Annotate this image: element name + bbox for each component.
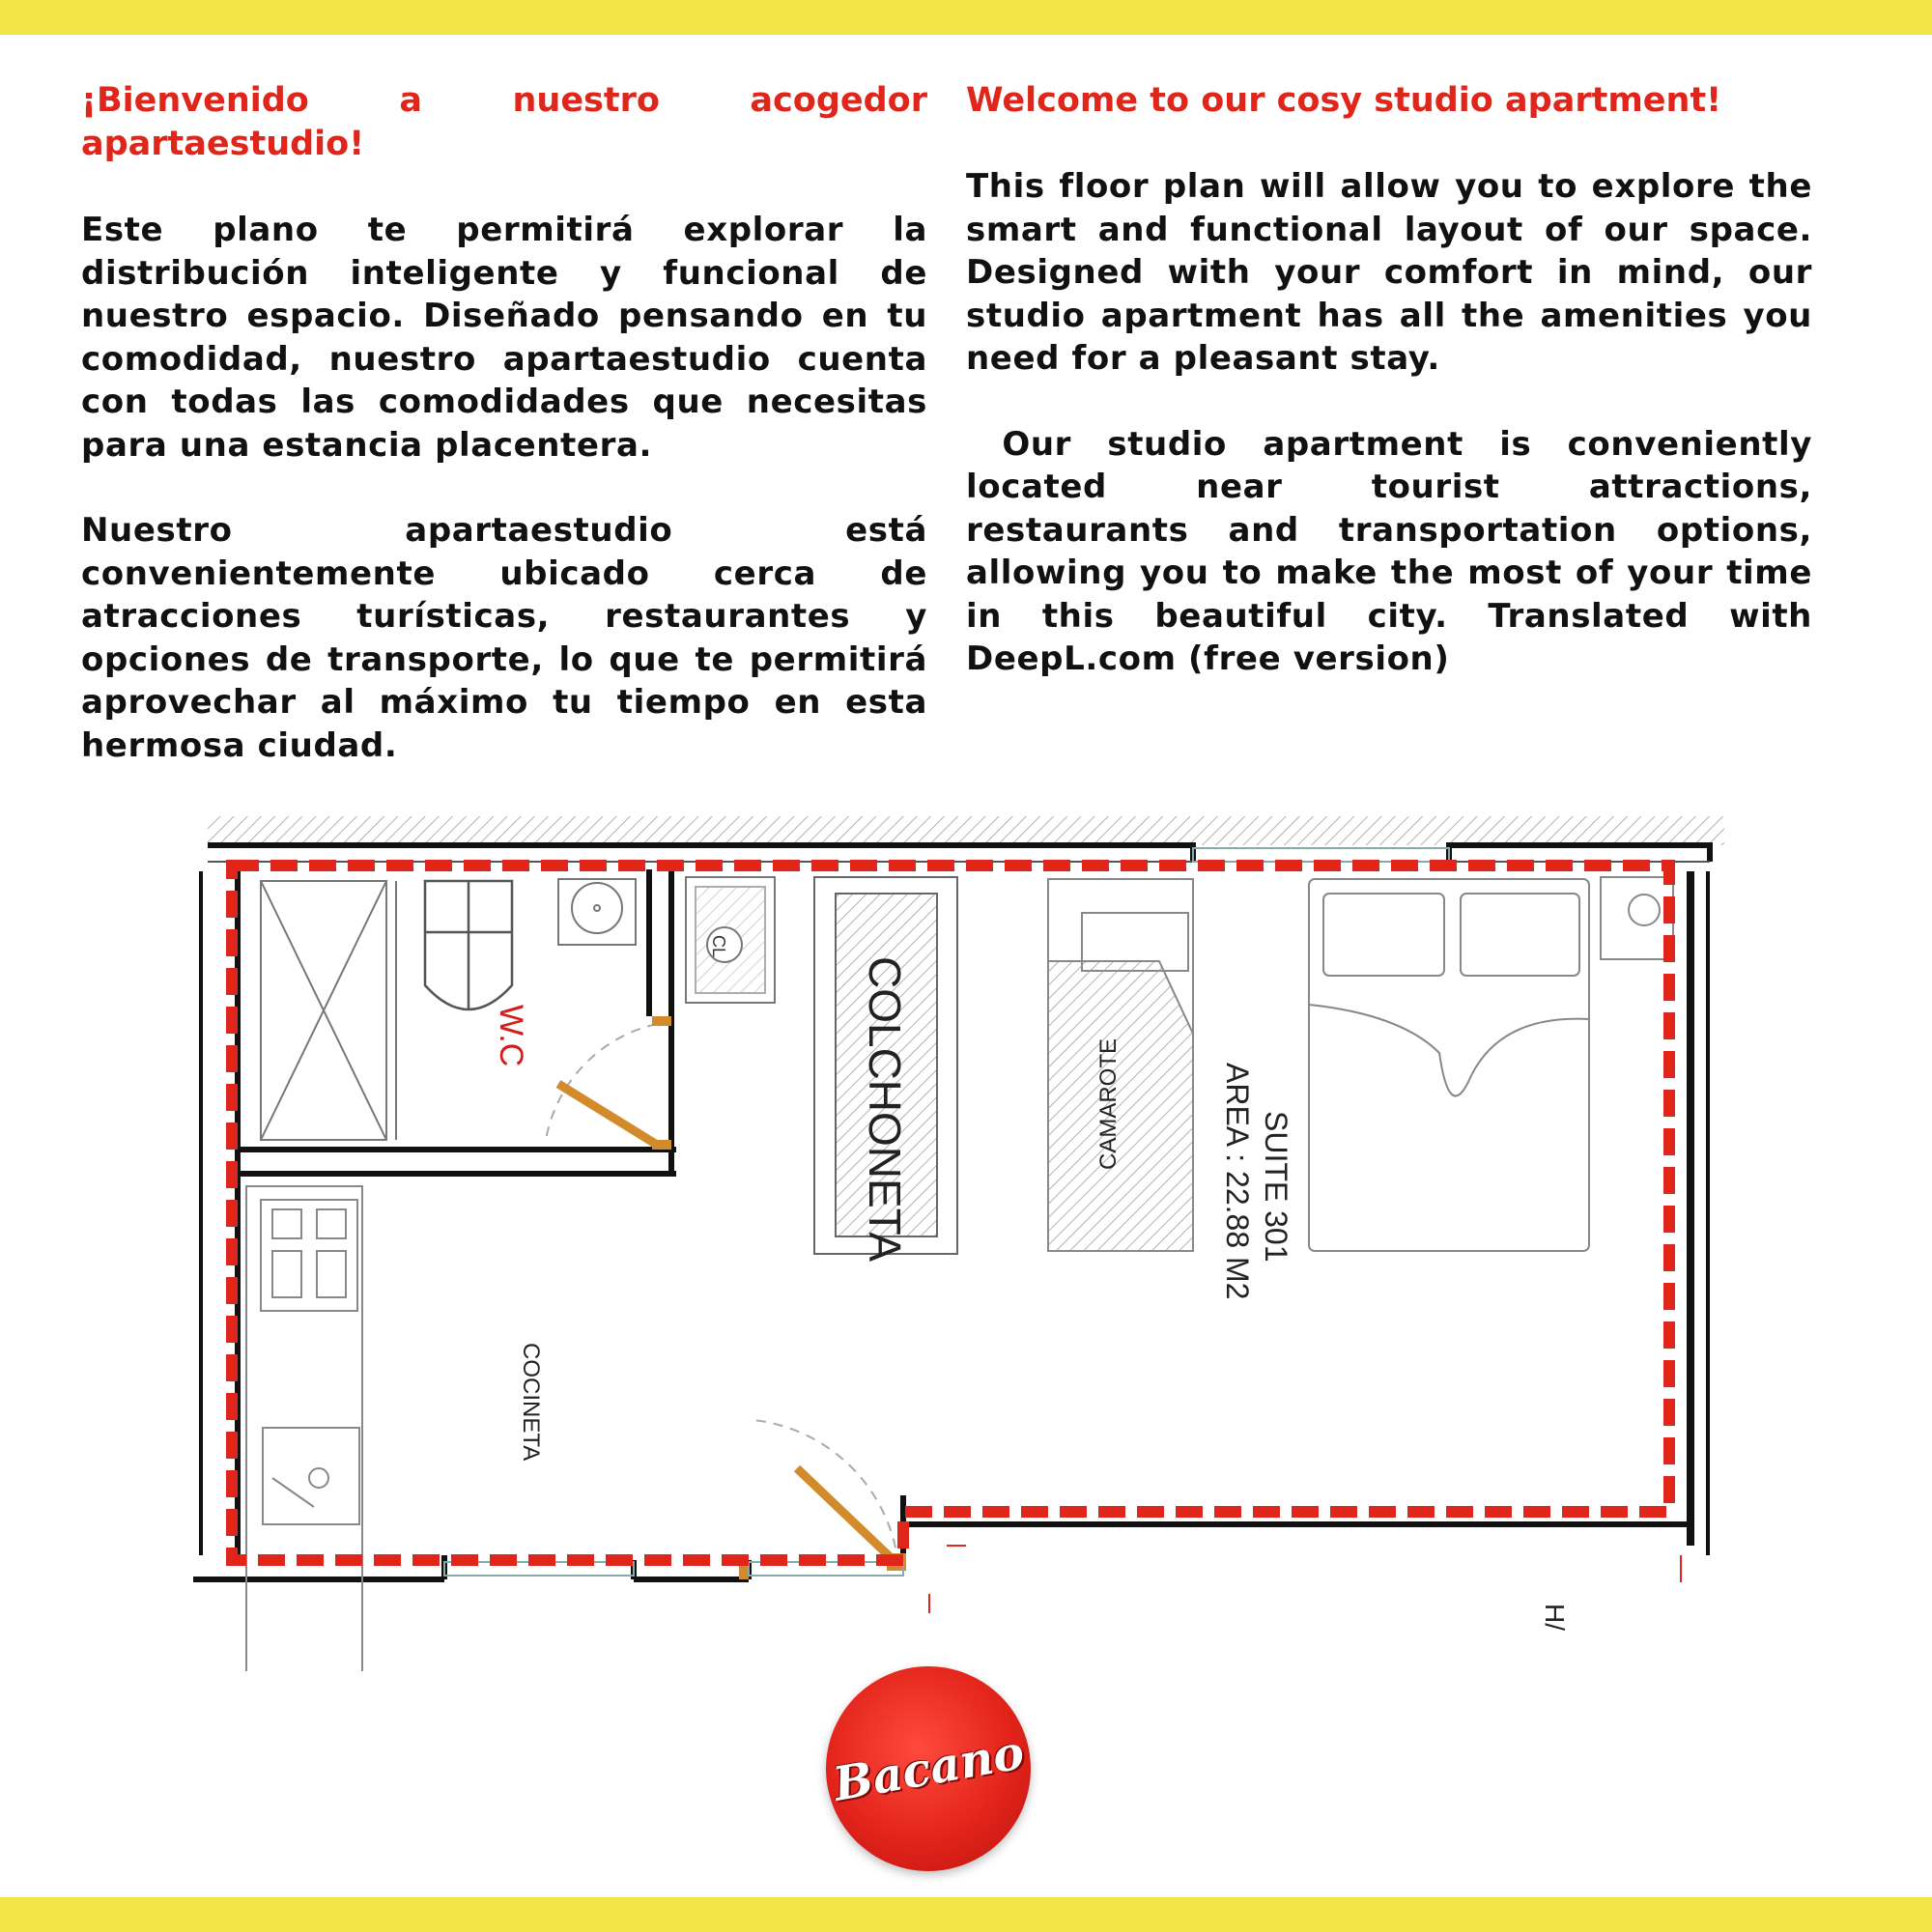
english-paragraph-1: This floor plan will allow you to explore the smart and functional layout of our space. Designed with your comfort in mind, our studio apartment has all the amenities you need for a pleasant stay. — [966, 167, 1812, 378]
windows — [444, 848, 1449, 1576]
top-yellow-band — [0, 0, 1932, 35]
suite-label: SUITE 301 — [1259, 1111, 1293, 1263]
wc-door — [546, 1016, 671, 1150]
colchoneta-label: COLCHONETA — [860, 956, 910, 1263]
bathroom-sink — [558, 879, 636, 945]
area-label: AREA : 22.88 M2 — [1220, 1063, 1255, 1300]
unit-boundary — [232, 866, 1669, 1560]
double-bed — [1309, 879, 1589, 1251]
spanish-title: ¡Bienvenido a nuestro acogedor apartaestudio! — [81, 81, 927, 163]
exterior-wall-hatch — [208, 816, 1724, 845]
floor-plan — [193, 802, 1739, 1671]
toilet — [425, 881, 512, 1009]
logo-text: Bacano — [829, 1725, 1028, 1812]
walls — [193, 845, 1710, 1579]
shower — [261, 881, 396, 1140]
wc-label: W.C — [493, 1005, 529, 1067]
nightstand — [1601, 877, 1673, 959]
spanish-paragraph-2: Nuestro apartaestudio está convenientemente ubicado cerca de atracciones turísticas, restaurantes y opciones de transporte, lo que te permitirá aprovechar al máximo tu tiempo en esta hermosa ciudad. — [81, 511, 927, 765]
bottom-yellow-band — [0, 1897, 1932, 1932]
english-paragraph-2: Our studio apartment is conveniently located near tourist attractions, restaurants and transportation options, allowing you to make the most of your time in this beautiful city. Translated with DeepL.com (free version) — [966, 424, 1825, 678]
spanish-paragraph-1: Este plano te permitirá explorar la distribución inteligente y funcional de nuestro espacio. Diseñado pensando en tu comodidad, nuestro apartaestudio cuenta con todas las comodidades que necesitas para una estancia placentera. — [81, 211, 927, 465]
english-title: Welcome to our cosy studio apartment! — [966, 81, 1722, 120]
camarote-label: CAMAROTE — [1095, 1038, 1122, 1171]
english-column — [966, 79, 1825, 724]
spanish-column — [81, 79, 927, 810]
closet — [686, 877, 775, 1003]
cl-label: CL — [709, 935, 728, 958]
bacano-logo — [826, 1666, 1031, 1871]
kitchen-sink — [263, 1428, 359, 1524]
cocineta-label: COCINETA — [518, 1343, 544, 1462]
edge-label: H/ — [1540, 1604, 1570, 1631]
